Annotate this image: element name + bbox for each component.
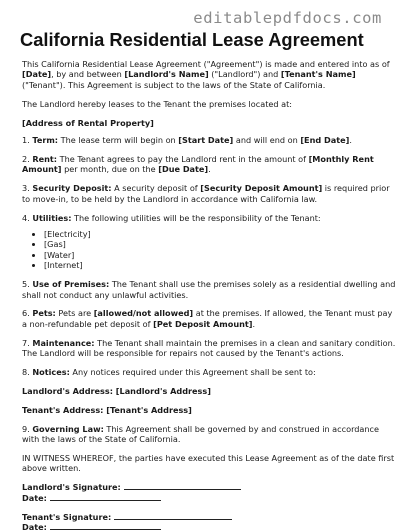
document-title: California Residential Lease Agreement	[20, 29, 364, 50]
list-item: • [Water]	[44, 250, 396, 260]
date-placeholder: [Date]	[22, 69, 52, 80]
landlord-signature-line	[22, 482, 396, 492]
clause-text: The following utilities will be the responsibility of the Tenant:	[71, 212, 321, 223]
clause-text: The Tenant agrees to pay the Landlord rent in the amount of	[57, 153, 309, 164]
clause-text: The lease term will begin on	[58, 135, 179, 146]
clause-number: 7.	[22, 337, 30, 348]
clause-security-deposit	[22, 183, 396, 204]
tenant-date-line	[22, 522, 396, 531]
clause-text: This Agreement shall be governed by and construed in accordance with the laws of the State of California.	[22, 423, 380, 445]
clause-label: Governing Law:	[32, 423, 104, 434]
landlord-name-placeholder: [Landlord's Name]	[124, 69, 209, 80]
tenant-signature-blank[interactable]	[114, 512, 232, 520]
clause-use-of-premises	[22, 279, 396, 300]
clause-text: Any notices required under this Agreement shall be sent to:	[69, 367, 316, 378]
clause-label: Rent:	[32, 153, 58, 164]
landlord-date-line	[22, 493, 396, 503]
clause-governing-law	[22, 424, 396, 445]
clause-text: The Tenant shall use the premises solely as a residential dwelling and shall not conduct any unlawful activities.	[22, 279, 396, 300]
intro-paragraph	[22, 59, 396, 90]
clause-text: and will end on	[233, 135, 301, 146]
clause-text: .	[252, 318, 256, 329]
landlord-date-blank[interactable]	[50, 493, 161, 501]
clause-label: Pets:	[32, 308, 56, 319]
clause-number: 4.	[22, 212, 30, 223]
clause-text: A security deposit of	[111, 183, 201, 194]
witness-statement: IN WITNESS WHEREOF, the parties have executed this Lease Agreement as of the date first above written.	[22, 453, 395, 474]
clause-number: 1.	[22, 135, 30, 146]
lease-statement: The Landlord hereby leases to the Tenant the premises located at:	[22, 98, 293, 109]
clause-number: 5.	[22, 279, 30, 290]
date-label: Date:	[22, 522, 47, 531]
clause-label: Utilities:	[32, 212, 72, 223]
clause-number: 3.	[22, 183, 30, 194]
clause-rent	[22, 154, 396, 175]
clause-pets	[22, 308, 396, 329]
tenant-address-label: Tenant's Address:	[22, 404, 107, 415]
tenant-date-blank[interactable]	[50, 522, 161, 530]
clause-label: Term:	[32, 135, 59, 146]
clause-text: .	[208, 164, 211, 175]
clause-term	[22, 135, 396, 145]
intro-text: This California Residential Lease Agreement ("Agreement") is made and entered into as of	[22, 59, 390, 69]
tenant-address-line	[22, 405, 396, 415]
due-date-placeholder: [Due Date]	[158, 164, 209, 175]
landlord-signature-blank[interactable]	[124, 482, 241, 490]
landlord-address-line	[22, 386, 396, 396]
intro-text: ("Tenant"). This Agreement is subject to the laws of the State of California.	[22, 79, 326, 90]
clause-text: Pets are	[55, 308, 94, 319]
clause-number: 8.	[22, 367, 30, 378]
clause-label: Use of Premises:	[32, 279, 110, 290]
start-date-placeholder: [Start Date]	[178, 135, 234, 146]
landlord-address-label: Landlord's Address:	[22, 385, 116, 396]
clause-label: Notices:	[32, 367, 70, 378]
document-body	[22, 59, 396, 531]
clause-maintenance	[22, 338, 396, 359]
clause-number: 9.	[22, 423, 30, 434]
clause-label: Security Deposit:	[32, 183, 112, 194]
clause-text: at the premises. If allowed, the Tenant must pay a non-refundable pet deposit of	[22, 308, 393, 329]
clause-notices	[22, 367, 396, 377]
intro-text: ("Landlord") and	[208, 69, 281, 80]
tenant-signature-label: Tenant's Signature:	[22, 511, 112, 522]
clause-text: The Tenant shall maintain the premises in a clean and sanitary condition. The Landlord will be responsible for repairs not caused by the Tenant's actions.	[22, 337, 396, 359]
tenant-address-placeholder: [Tenant's Address]	[106, 404, 192, 415]
list-item: • [Gas]	[44, 239, 396, 249]
property-address-placeholder: [Address of Rental Property]	[22, 117, 154, 128]
date-label: Date:	[22, 492, 47, 503]
clause-text: .	[349, 135, 352, 146]
landlord-signature-label: Landlord's Signature:	[22, 482, 121, 493]
pets-allowed-placeholder: [allowed/not allowed]	[93, 308, 194, 319]
tenant-signature-line	[22, 512, 396, 522]
clause-utilities	[22, 213, 396, 223]
rent-amount-placeholder: [Monthly Rent Amount]	[22, 153, 374, 175]
list-item: • [Electricity]	[44, 229, 396, 239]
clause-label: Maintenance:	[32, 337, 95, 348]
clause-text: per month, due on the	[61, 164, 159, 175]
list-item: • [Internet]	[44, 260, 396, 270]
clause-text: is required prior to move-in, to be held by the Landlord in accordance with California law.	[22, 183, 390, 204]
pet-deposit-placeholder: [Pet Deposit Amount]	[153, 318, 253, 329]
clause-number: 2.	[22, 153, 30, 164]
clause-number: 6.	[22, 308, 30, 319]
landlord-address-placeholder: [Landlord's Address]	[115, 385, 211, 396]
deposit-amount-placeholder: [Security Deposit Amount]	[200, 183, 323, 194]
intro-text: , by and between	[51, 69, 125, 80]
watermark: editablepdfdocs.com	[193, 9, 382, 27]
end-date-placeholder: [End Date]	[300, 135, 350, 146]
tenant-name-placeholder: [Tenant's Name]	[280, 69, 356, 80]
utilities-list	[22, 229, 396, 271]
